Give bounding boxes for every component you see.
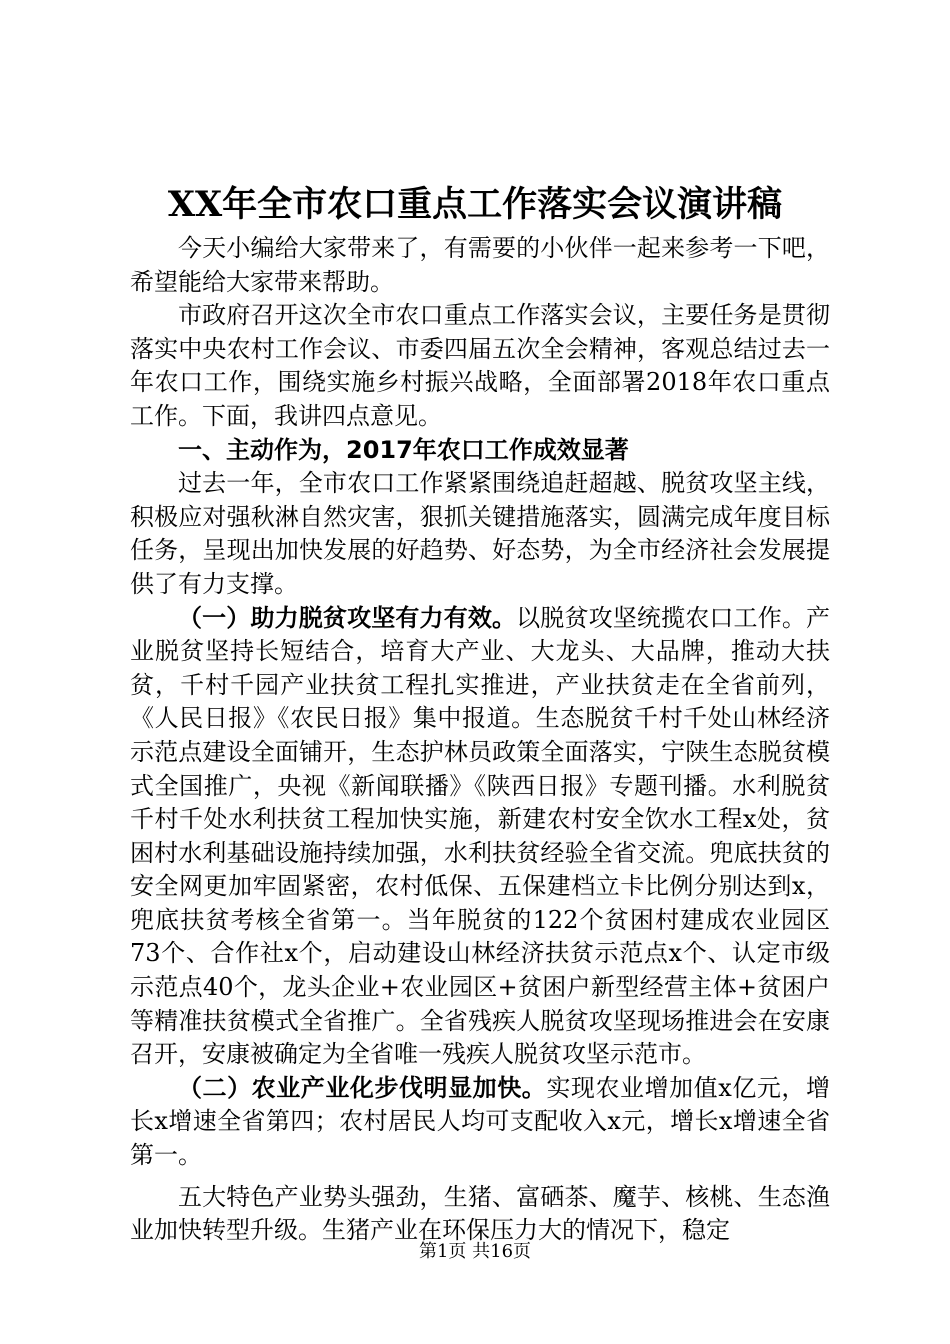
document-body bbox=[130, 232, 830, 1248]
paragraph bbox=[130, 299, 830, 433]
section-heading bbox=[130, 434, 830, 468]
paragraph-text: 今天小编给大家带来了，有需要的小伙伴一起来参考一下吧，希望能给大家带来帮助。 bbox=[130, 234, 830, 296]
paragraph-text: 过去一年，全市农口工作紧紧围绕追赶超越、脱贫攻坚主线，积极应对强秋淋自然灾害，狠抓关键措施落实，圆满完成年度目标任务，呈现出加快发展的好趋势、好态势，为全市经济社会发展提供了有力支撑。 bbox=[130, 469, 830, 598]
paragraph bbox=[130, 232, 830, 299]
paragraph bbox=[130, 602, 830, 1072]
paragraph bbox=[130, 1072, 830, 1173]
document-title: XX年全市农口重点工作落实会议演讲稿 bbox=[167, 184, 783, 225]
section-heading-text: 一、主动作为，2017年农口工作成效显著 bbox=[178, 435, 629, 464]
paragraph-text: 五大特色产业势头强劲，生猪、富硒茶、魔芋、核桃、生态渔业加快转型升级。生猪产业在环保压力大的情况下，稳定 bbox=[130, 1182, 830, 1245]
paragraph bbox=[130, 1181, 830, 1248]
paragraph-text: 实现农业增加值x亿元，增长x增速全省第四；农村居民人均可支配收入x元，增长x增速全省第一。 bbox=[130, 1073, 830, 1170]
subsection-lead: （二）农业产业化步伐明显加快。 bbox=[178, 1073, 547, 1102]
subsection-lead: （一）助力脱贫攻坚有力有效。 bbox=[178, 603, 517, 632]
paragraph-text: 以脱贫攻坚统揽农口工作。产业脱贫坚持长短结合，培育大产业、大龙头、大品牌，推动大扶贫，千村千园产业扶贫工程扎实推进，产业扶贫走在全省前列，《人民日报》《农民日报》集中报道。生态脱贫千村千处山林经济示范点建设全面铺开，生态护林员政策全面落实，宁陕生态脱贫模式全国推广，央视《新闻联播》《陕西日报》专题刊播。水利脱贫千村千处水利扶贫工程加快实施，新建农村安全饮水工程x处，贫困村水利基础设施持续加强，水利扶贫经验全省交流。兜底扶贫的安全网更加牢固紧密，农村低保、五保建档立卡比例分别达到x，兜底扶贫考核全省第一。当年脱贫的122个贫困村建成农业园区73个、合作社x个，启动建设山林经济扶贫示范点x个、认定市级示范点40个，龙头企业+农业园区+贫困户新型经营主体+贫困户等精准扶贫模式全省推广。全省残疾人脱贫攻坚现场推进会在安康召开，安康被确定为全省唯一残疾人脱贫攻坚示范市。 bbox=[130, 603, 831, 1069]
paragraph bbox=[130, 467, 830, 601]
paragraph-text: 市政府召开这次全市农口重点工作落实会议，主要任务是贯彻落实中央农村工作会议、市委四届五次全会精神，客观总结过去一年农口工作，围绕实施乡村振兴战略，全面部署2018年农口重点工作。下面，我讲四点意见。 bbox=[130, 301, 830, 430]
page-footer: 第1页 共16页 bbox=[418, 1241, 532, 1262]
